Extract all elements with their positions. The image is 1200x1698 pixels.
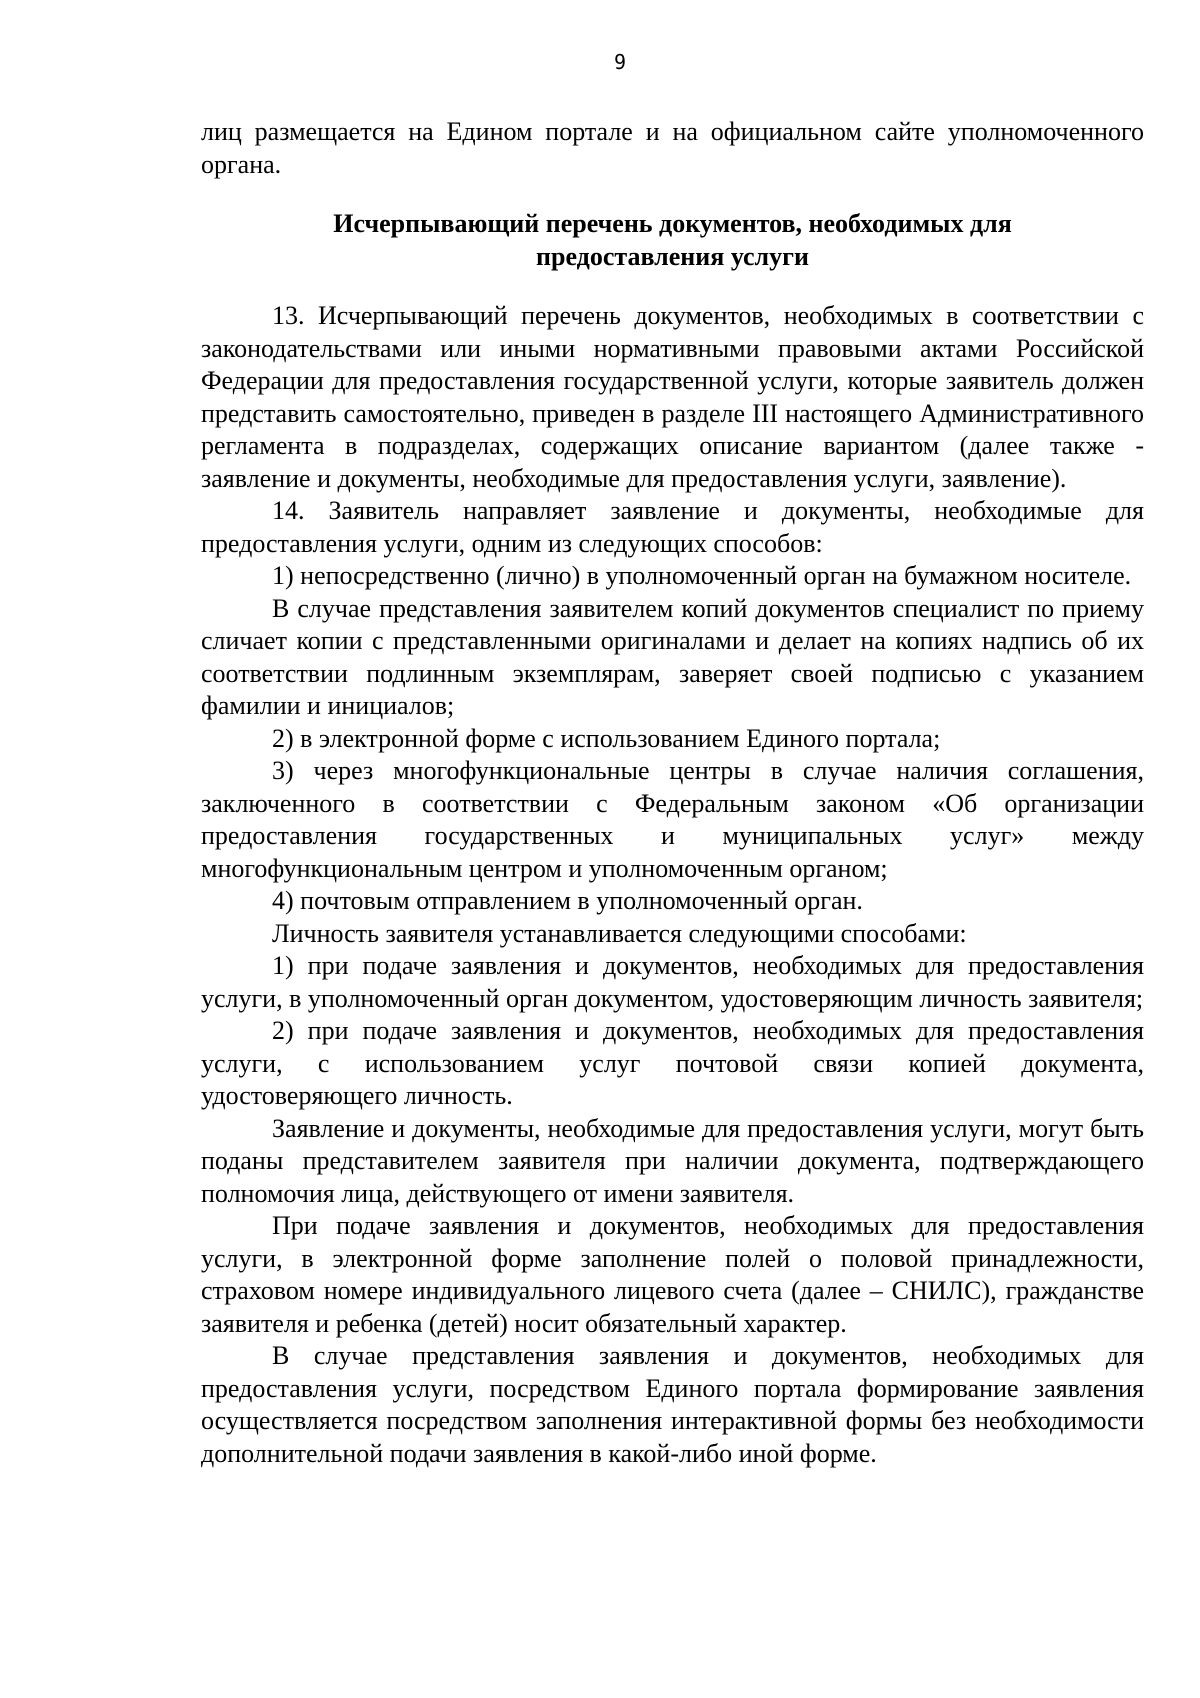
- identity-method-2: 2) при подаче заявления и документов, необходимых для предоставления услуги, с использованием услуг почтовой связи копией документа, удостоверяющего личность.: [201, 1016, 1144, 1110]
- heading-line-1: Исчерпывающий перечень документов, необходимых для: [333, 209, 1012, 238]
- paragraph-13: 13. Исчерпывающий перечень документов, необходимых в соответствии с законодательствами или иными нормативными правовыми актами Российской Федерации для предоставления государственной услуги, которые заявитель должен представить самостоятельно, приведен в разделе III настоящего Административного регламента в подразделах, содержащих описание вариантом (далее также - заявление и документы, необходимые для предоставления услуги, заявление).: [201, 301, 1144, 493]
- copies-paragraph: В случае представления заявителем копий документов специалист по приему сличает копии с представленными оригиналами и делает на копиях надпись об их соответствии подлинным экземплярам, заверяет своей подписью с указанием фамилии и инициалов;: [201, 593, 1144, 720]
- heading-line-2: предоставления услуги: [536, 241, 809, 271]
- electronic-form-paragraph: При подаче заявления и документов, необходимых для предоставления услуги, в электронной форме заполнение полей о половой принадлежности, страховом номере индивидуального лицевого счета (далее – СНИЛС), гражданстве заявителя и ребенка (детей) носит обязательный характер.: [201, 1211, 1144, 1338]
- section-heading: [201, 208, 1144, 273]
- submission-method-3: 3) через многофункциональные центры в случае наличия соглашения, заключенного в соответствии с Федеральным законом «Об организации предоставления государственных и муниципальных услуг» между многофункциональным центром и уполномоченным органом;: [201, 756, 1144, 883]
- submission-method-2: 2) в электронной форме с использованием Единого портала;: [272, 723, 941, 753]
- identity-paragraph: Личность заявителя устанавливается следующими способами:: [272, 918, 967, 948]
- identity-method-1: 1) при подаче заявления и документов, необходимых для предоставления услуги, в уполномоченный орган документом, удостоверяющим личность заявителя;: [201, 951, 1144, 1013]
- document-body: [201, 116, 1144, 1470]
- representative-paragraph: Заявление и документы, необходимые для предоставления услуги, могут быть поданы представителем заявителя при наличии документа, подтверждающего полномочия лица, действующего от имени заявителя.: [201, 1113, 1144, 1208]
- submission-method-4: 4) почтовым отправлением в уполномоченный орган.: [272, 886, 863, 915]
- page-number: 9: [613, 50, 627, 74]
- intro-paragraph: лиц размещается на Едином портале и на официальном сайте уполномоченного органа.: [201, 117, 1144, 179]
- paragraph-14: 14. Заявитель направляет заявление и документы, необходимые для предоставления услуги, одним из следующих способов:: [201, 496, 1144, 558]
- submission-method-1: 1) непосредственно (лично) в уполномоченный орган на бумажном носителе.: [272, 561, 1132, 590]
- portal-paragraph: В случае представления заявления и документов, необходимых для предоставления услуги, посредством Единого портала формирование заявления осуществляется посредством заполнения интерактивной формы без необходимости дополнительной подачи заявления в какой-либо иной форме.: [201, 1341, 1144, 1468]
